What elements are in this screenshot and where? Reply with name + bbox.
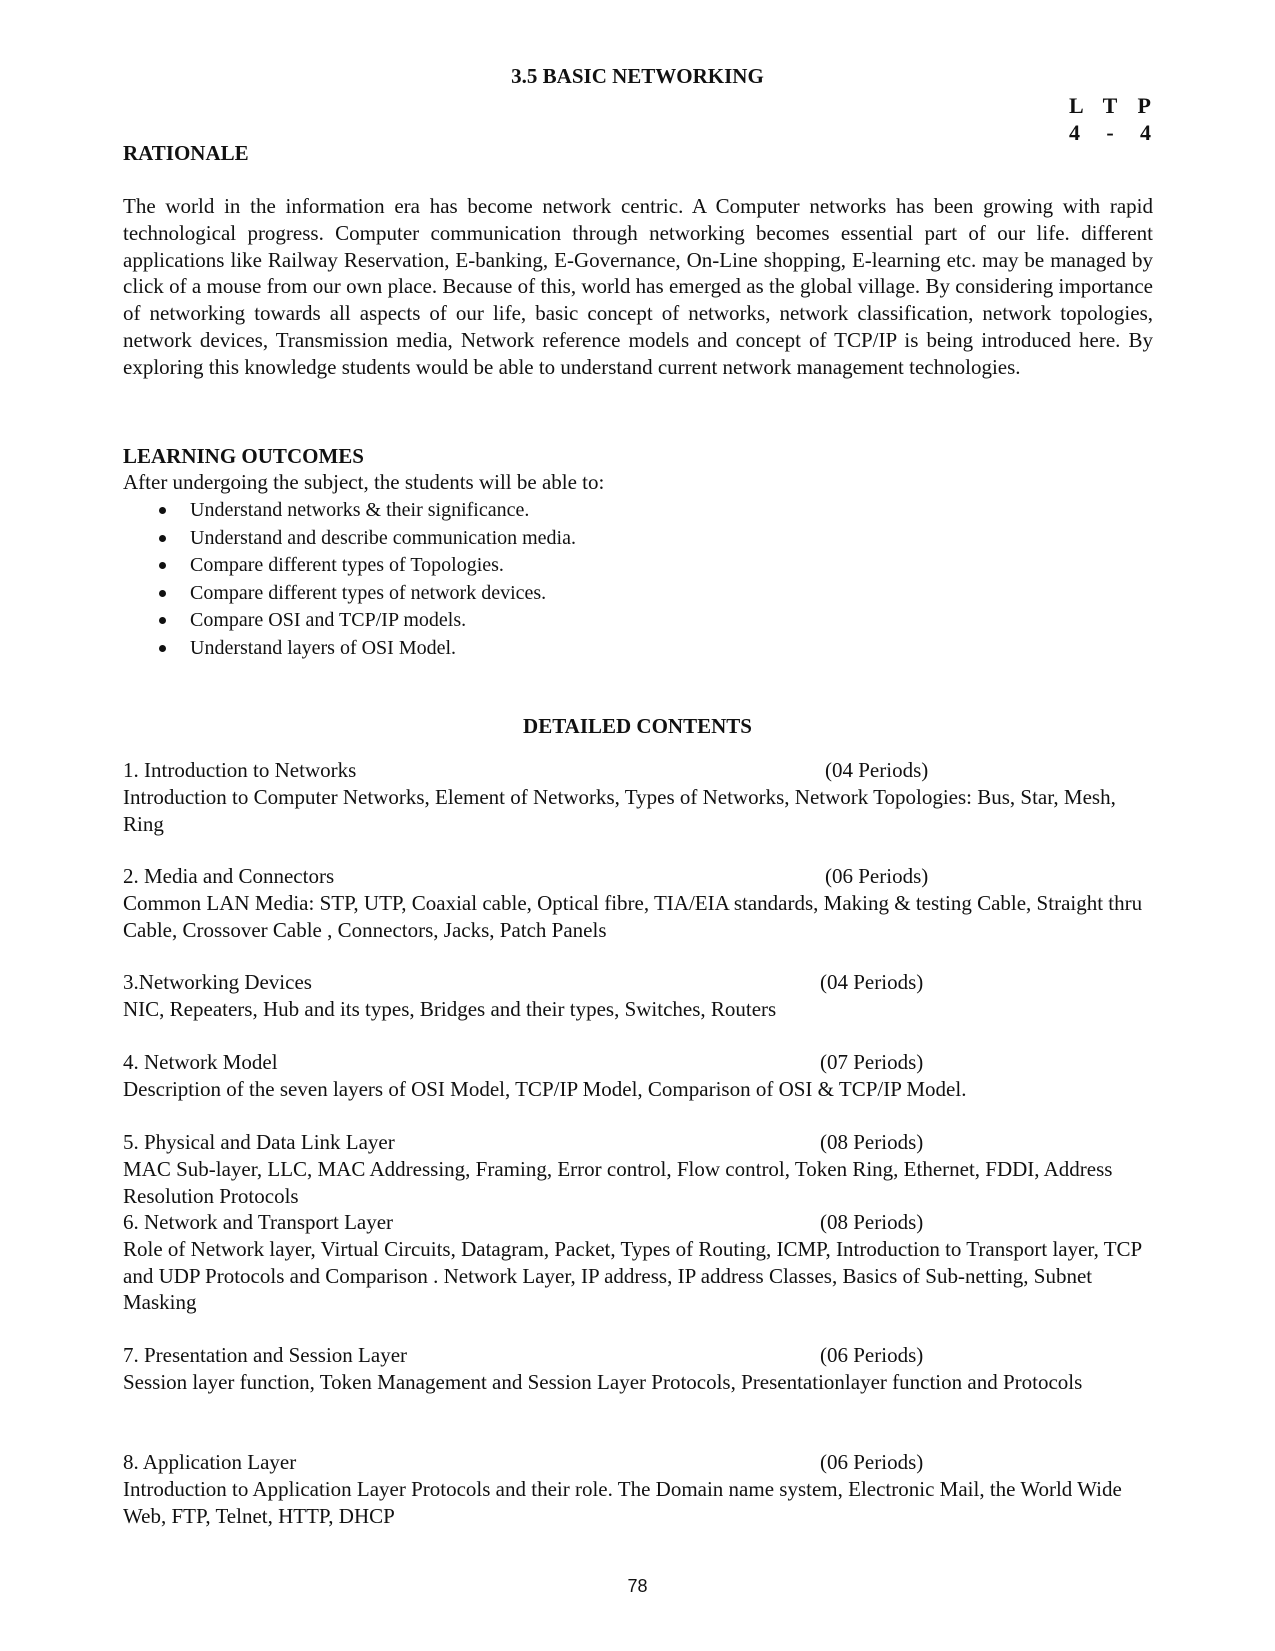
content-unit-4	[123, 1049, 1153, 1103]
unit-title: 7. Presentation and Session Layer	[123, 1343, 408, 1367]
unit-title: 3.Networking Devices	[123, 970, 312, 994]
bullet-icon	[159, 535, 166, 542]
content-unit-2	[123, 863, 1153, 943]
ltp-value-t: -	[1106, 120, 1114, 145]
outcome-text: Compare OSI and TCP/IP models.	[190, 609, 467, 632]
outcome-text: Understand layers of OSI Model.	[190, 636, 457, 659]
unit-description: MAC Sub-layer, LLC, MAC Addressing, Framing, Error control, Flow control, Token Ring, Ethernet, FDDI, Address Resolution Protocols	[123, 1156, 1113, 1208]
list-item	[123, 525, 576, 553]
unit-title: 2. Media and Connectors	[123, 864, 335, 888]
content-unit-7	[123, 1342, 1153, 1396]
unit-periods: (06 Periods)	[820, 1343, 924, 1367]
unit-description: NIC, Repeaters, Hub and its types, Bridges and their types, Switches, Routers	[123, 996, 777, 1021]
unit-description: Introduction to Computer Networks, Element of Networks, Types of Networks, Network Topologies: Bus, Star, Mesh, Ring	[123, 784, 1116, 836]
list-item	[123, 607, 576, 635]
course-title: 3.5 BASIC NETWORKING	[511, 64, 764, 88]
bullet-icon	[159, 617, 166, 624]
list-item	[123, 497, 576, 525]
content-unit-6	[123, 1209, 1153, 1316]
list-item	[123, 635, 576, 663]
ltp-header-row	[1069, 92, 1151, 119]
content-unit-3	[123, 969, 1153, 1023]
content-unit-8	[123, 1449, 1153, 1529]
unit-periods: (06 Periods)	[820, 1450, 924, 1474]
ltp-header-p: P	[1137, 93, 1151, 118]
unit-description: Role of Network layer, Virtual Circuits, Datagram, Packet, Types of Routing, ICMP, Introduction to Transport layer, TCP and UDP Protocols and Comparison . Network Layer, IP address, IP address Classes, Basics of Sub-netting, Subnet Masking	[123, 1236, 1142, 1315]
ltp-value-p: 4	[1140, 120, 1151, 145]
outcome-text: Understand and describe communication media.	[190, 526, 576, 549]
unit-title: 6. Network and Transport Layer	[123, 1210, 394, 1234]
unit-periods: (08 Periods)	[820, 1210, 924, 1234]
unit-periods: (04 Periods)	[820, 970, 924, 994]
content-unit-5	[123, 1129, 1153, 1209]
content-unit-1	[123, 757, 1153, 837]
bullet-icon	[159, 562, 166, 569]
ltp-header-t: T	[1102, 93, 1118, 118]
unit-periods: (08 Periods)	[820, 1130, 924, 1154]
unit-title: 1. Introduction to Networks	[123, 758, 357, 782]
list-item	[123, 580, 576, 608]
learning-outcomes-list	[123, 497, 576, 662]
unit-periods: (07 Periods)	[820, 1050, 924, 1074]
rationale-text: The world in the information era has become network centric. A Computer networks has been growing with rapid technological progress. Computer communication through networking becomes essential part of our life. different applications like Railway Reservation, E-banking, E-Governance, On-Line shopping, E-learning etc. may be managed by click of a mouse from our own place. Because of this, world has emerged as the global village. By considering importance of networking towards all aspects of our life, basic concept of networks, network classification, network topologies, network devices, Transmission media, Network reference models and concept of TCP/IP is being introduced here. By exploring this knowledge students would be able to understand current network management technologies.	[123, 194, 1153, 379]
ltp-block	[1069, 92, 1151, 146]
unit-description: Description of the seven layers of OSI Model, TCP/IP Model, Comparison of OSI & TCP/IP Model.	[123, 1076, 967, 1101]
outcome-text: Compare different types of Topologies.	[190, 554, 504, 577]
learning-outcomes-intro: After undergoing the subject, the students will be able to:	[123, 470, 605, 494]
unit-title: 5. Physical and Data Link Layer	[123, 1130, 395, 1154]
list-item	[123, 552, 576, 580]
bullet-icon	[159, 590, 166, 597]
outcome-text: Compare different types of network devices.	[190, 581, 547, 604]
ltp-value-l: 4	[1069, 120, 1080, 145]
rationale-heading: RATIONALE	[123, 141, 249, 165]
bullet-icon	[159, 645, 166, 652]
detailed-contents-heading: DETAILED CONTENTS	[523, 714, 752, 738]
learning-outcomes-heading: LEARNING OUTCOMES	[123, 444, 364, 468]
ltp-value-row	[1069, 119, 1151, 146]
unit-description: Common LAN Media: STP, UTP, Coaxial cable, Optical fibre, TIA/EIA standards, Making & testing Cable, Straight thru Cable, Crossover Cable , Connectors, Jacks, Patch Panels	[123, 890, 1143, 942]
ltp-header-l: L	[1069, 93, 1084, 118]
page-number: 78	[627, 1576, 648, 1596]
unit-title: 4. Network Model	[123, 1050, 278, 1074]
unit-title: 8. Application Layer	[123, 1450, 297, 1474]
unit-description: Session layer function, Token Management and Session Layer Protocols, Presentationlayer function and Protocols	[123, 1369, 1083, 1394]
outcome-text: Understand networks & their significance.	[190, 499, 530, 522]
bullet-icon	[159, 507, 166, 514]
unit-description: Introduction to Application Layer Protocols and their role. The Domain name system, Electronic Mail, the World Wide Web, FTP, Telnet, HTTP, DHCP	[123, 1476, 1122, 1528]
unit-periods: (06 Periods)	[825, 864, 929, 888]
unit-periods: (04 Periods)	[825, 758, 929, 782]
